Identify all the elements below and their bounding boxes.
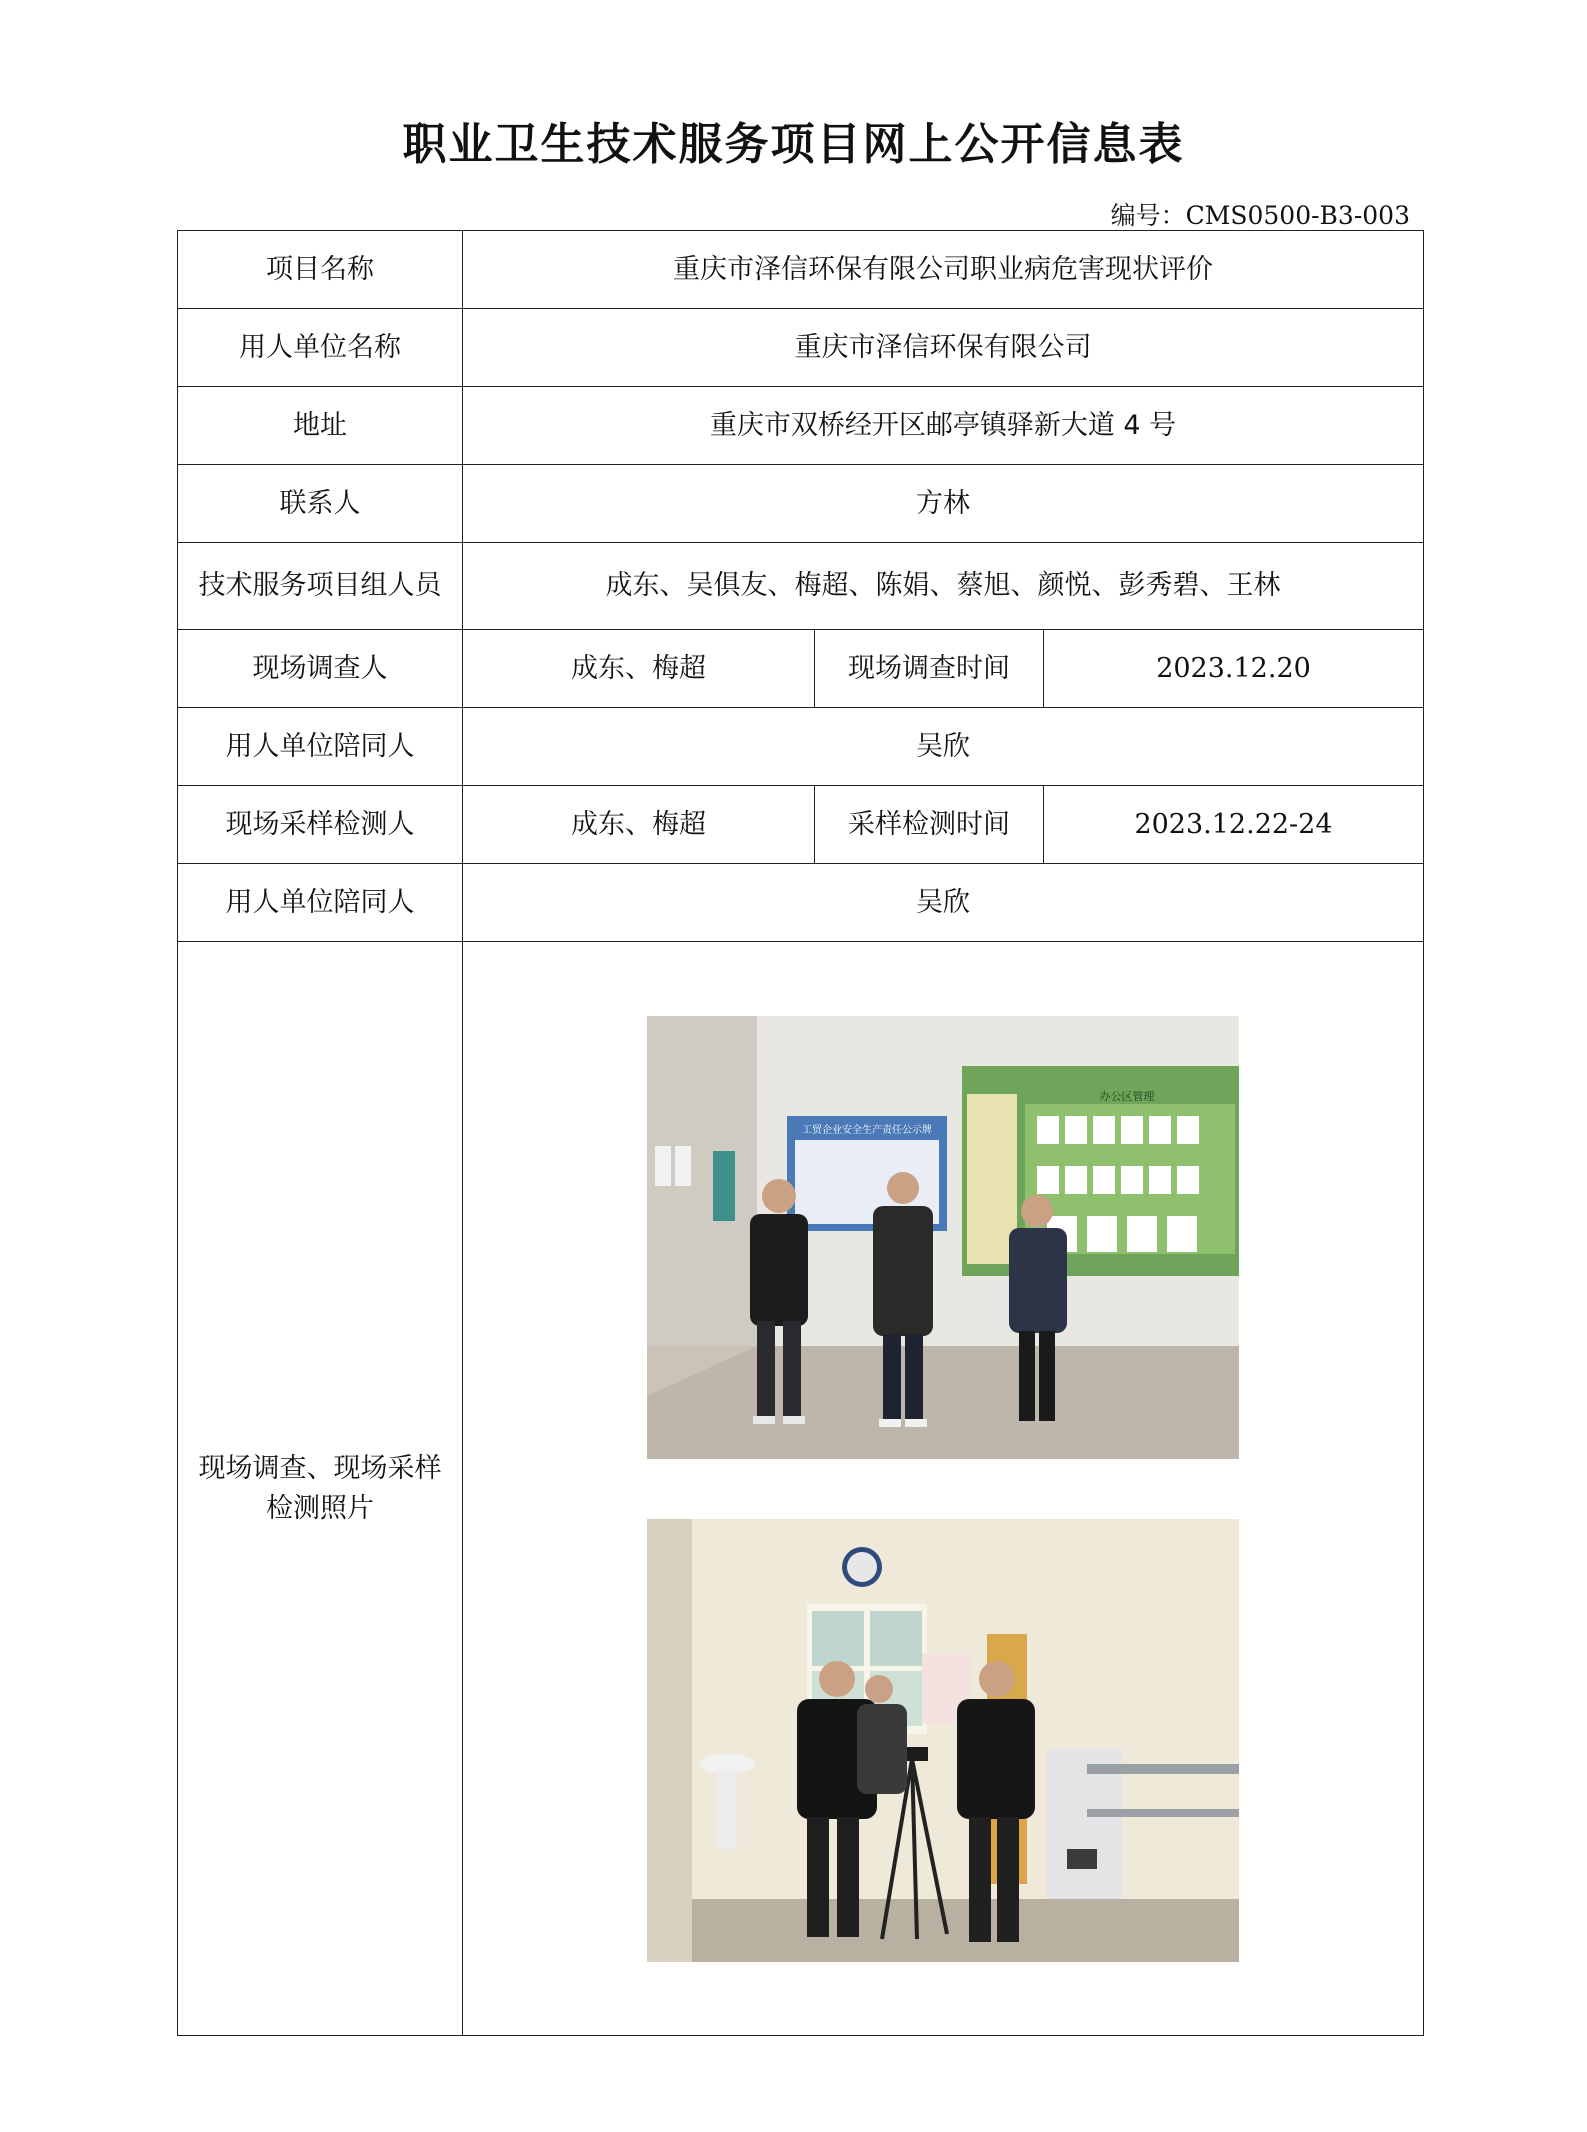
row-address (178, 387, 1424, 465)
row-contact (178, 465, 1424, 543)
label-team: 技术服务项目组人员 (178, 543, 463, 630)
value-site-survey: 成东、梅超 (463, 630, 815, 708)
label-escort-1: 用人单位陪同人 (178, 708, 463, 786)
photos-cell (463, 942, 1424, 2036)
row-escort-1 (178, 708, 1424, 786)
document-number: 编号：CMS0500-B3-003 (1110, 201, 1410, 230)
row-site-survey (178, 630, 1424, 708)
label-address: 地址 (178, 387, 463, 465)
label-contact: 联系人 (178, 465, 463, 543)
row-project-name (178, 231, 1424, 309)
info-table (177, 230, 1424, 2036)
value-team: 成东、吴俱友、梅超、陈娟、蔡旭、颜悦、彭秀碧、王林 (463, 543, 1424, 630)
value-escort-1: 吴欣 (463, 708, 1424, 786)
label-project-name: 项目名称 (178, 231, 463, 309)
value-contact: 方林 (463, 465, 1424, 543)
site-survey-photo (647, 1016, 1239, 1459)
page-title: 职业卫生技术服务项目网上公开信息表 (402, 119, 1185, 170)
value-sampling: 成东、梅超 (463, 786, 815, 864)
row-employer-name (178, 309, 1424, 387)
label-sampling-time: 采样检测时间 (815, 786, 1044, 864)
row-escort-2 (178, 864, 1424, 942)
row-team (178, 543, 1424, 630)
label-sampling: 现场采样检测人 (178, 786, 463, 864)
label-escort-2: 用人单位陪同人 (178, 864, 463, 942)
label-employer-name: 用人单位名称 (178, 309, 463, 387)
label-site-survey-time: 现场调查时间 (815, 630, 1044, 708)
row-photos (178, 942, 1424, 2036)
sampling-photo (647, 1519, 1239, 1962)
site-survey-photo-graphic (647, 1016, 1239, 1459)
label-photos: 现场调查、现场采样检测照片 (178, 942, 463, 2036)
value-site-survey-time: 2023.12.20 (1044, 630, 1424, 708)
value-escort-2: 吴欣 (463, 864, 1424, 942)
value-address: 重庆市双桥经开区邮亭镇驿新大道 4 号 (463, 387, 1424, 465)
label-site-survey: 现场调查人 (178, 630, 463, 708)
safety-board-title: 工贸企业安全生产责任公示牌 (802, 1124, 932, 1136)
value-project-name: 重庆市泽信环保有限公司职业病危害现状评价 (463, 231, 1424, 309)
value-sampling-time: 2023.12.22-24 (1044, 786, 1424, 864)
office-notice-title: 办公区管理 (1099, 1089, 1155, 1103)
sampling-photo-graphic (647, 1519, 1239, 1962)
value-employer-name: 重庆市泽信环保有限公司 (463, 309, 1424, 387)
row-sampling (178, 786, 1424, 864)
